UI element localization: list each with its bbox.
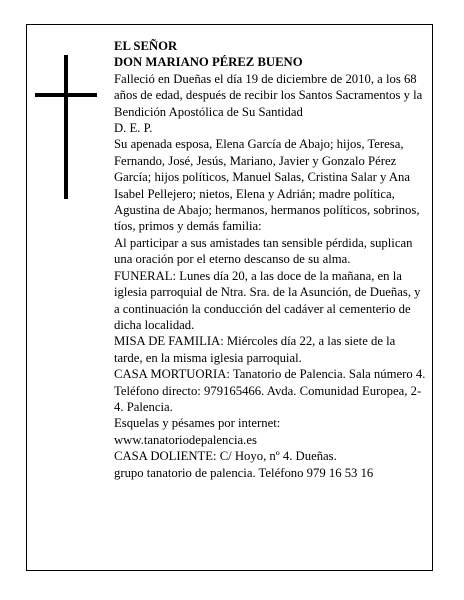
death-announcement: Falleció en Dueñas el día 19 de diciembre de 2010, a los 68 años de edad, después de recibir los Santos Sacramentos y la Bendición Apostólica de Su Santidad [114, 71, 423, 119]
funeral-details: FUNERAL: Lunes día 20, a las doce de la mañana, en la iglesia parroquial de Ntra. Sra. de la Asunción, de Dueñas, y a continuación la conducción del cadáver al cementerio de dicha localidad. [114, 268, 421, 332]
obituary-text [114, 38, 426, 481]
family-list: Su apenada esposa, Elena García de Abajo; hijos, Teresa, Fernando, José, Jesús, Mariano, Javier y Gonzalo Pérez García; hijos políticos, Manuel Salas, Cristina Salar y Ana Isabel Pellejero; nietos, Elena y Adrián; madre política, Agustina de Abajo; hermanos, hermanos políticos, sobrinos, tíos, primos y demás familia: [114, 137, 420, 234]
funeral-group-phone: grupo tanatorio de palencia. Teléfono 979 16 53 16 [114, 465, 374, 480]
deceased-name: DON MARIANO PÉREZ BUENO [114, 55, 303, 70]
cross-horizontal-bar [35, 93, 97, 97]
funeral-home-details: CASA MORTUORIA: Tanatorio de Palencia. Sala número 4. Teléfono directo: 979165466. Avda. Comunidad Europea, 2-4. Palencia. [114, 367, 426, 414]
latin-cross-icon [35, 55, 97, 199]
family-home-address: CASA DOLIENTE: C/ Hoyo, nº 4. Dueñas. [114, 449, 337, 464]
cross-vertical-bar [64, 55, 68, 199]
prayer-request: Al participar a sus amistades tan sensible pérdida, suplican una oración por el eterno descanso de su alma. [114, 235, 413, 267]
website-link[interactable]: www.tanatoriodepalencia.es [114, 432, 257, 447]
obituary-notice [26, 24, 433, 571]
family-mass-details: MISA DE FAMILIA: Miércoles día 22, a las siete de la tarde, en la misma iglesia parroquial. [114, 334, 396, 365]
rip-line: D. E. P. [114, 121, 153, 136]
internet-condolences-label: Esquelas y pésames por internet: [114, 416, 281, 431]
heading-line-1: EL SEÑOR [114, 39, 178, 53]
